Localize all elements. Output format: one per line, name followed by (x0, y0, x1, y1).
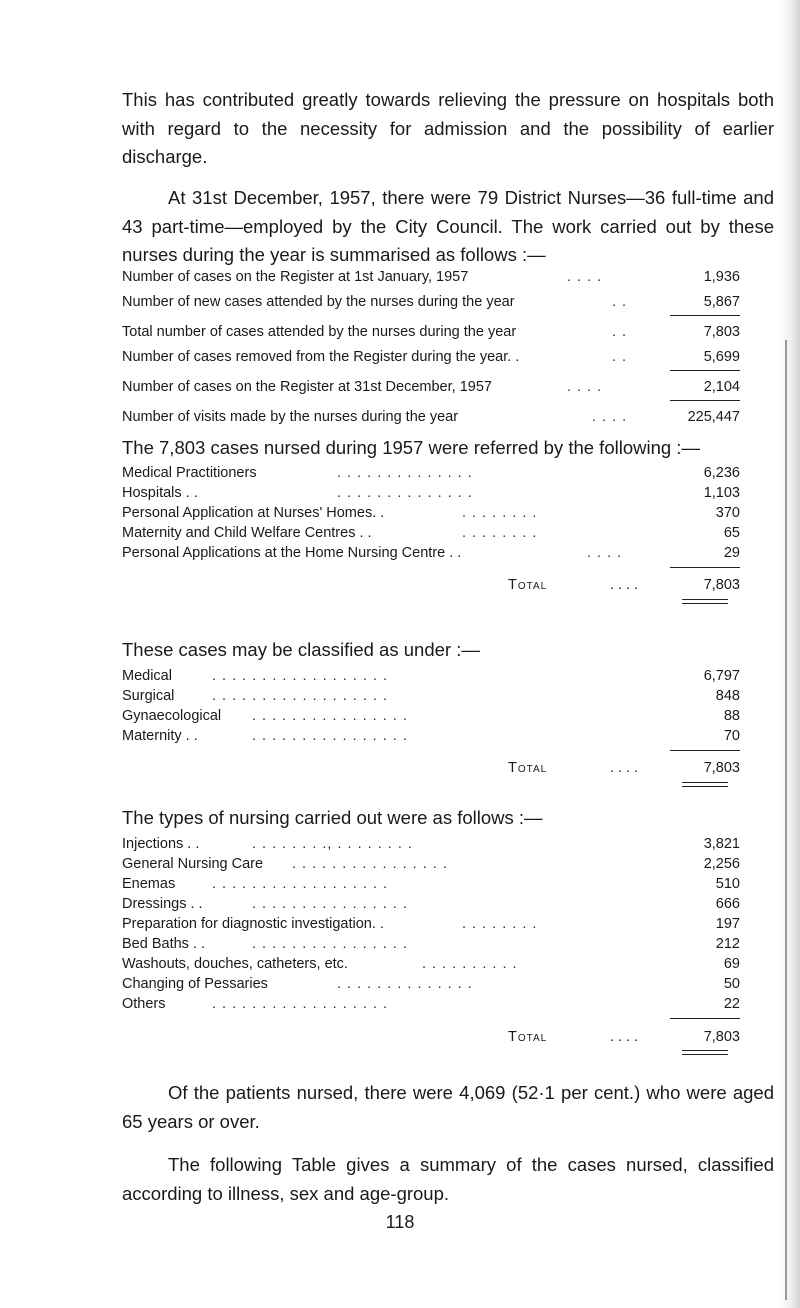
classification-heading: These cases may be classified as under :— (122, 639, 480, 660)
nursing-type-row: Injections . . . . . . . . . ., . . . . . . . . 3,821 (122, 836, 740, 852)
summary-row: Total number of cases attended by the nurses during the year . . 7,803 (122, 324, 740, 340)
referral-row: Personal Application at Nurses' Homes. . . . . . . . . . 370 (122, 505, 740, 521)
paragraph-district-nurses: At 31st December, 1957, there were 79 District Nurses—36 full-time and 43 part-time—employed by the City Council. The work carried out by these nurses during the year is summarised as follows :— (122, 187, 774, 266)
classification-row: Surgical . . . . . . . . . . . . . . . . . . 848 (122, 688, 740, 704)
total-value: 7,803 (703, 760, 740, 776)
paragraph-following-table: The following Table gives a summary of the cases nursed, classified according to illness, sex and age-group. (122, 1154, 774, 1204)
total-label: Total (508, 1029, 548, 1045)
subtotal-rule (670, 315, 740, 316)
summary-row: Number of cases removed from the Register during the year. . . . 5,699 (122, 349, 740, 365)
total-value: 7,803 (703, 1029, 740, 1045)
nursing-type-row: Washouts, douches, catheters, etc. . . . . . . . . . . 69 (122, 956, 740, 972)
summary-row: Number of cases on the Register at 1st January, 1957 . . . . 1,936 (122, 269, 740, 285)
page-edge-line (785, 340, 787, 1300)
total-double-rule (682, 782, 728, 787)
referral-row: Personal Applications at the Home Nursing Centre . . . . . . 29 (122, 545, 740, 561)
page-edge-shadow (778, 0, 800, 1308)
total-value: 7,803 (703, 577, 740, 593)
total-double-rule (682, 1050, 728, 1055)
paragraph-hospital-pressure: This has contributed greatly towards relieving the pressure on hospitals both with regard to the necessity for admission and the possibility of earlier discharge. (122, 89, 774, 168)
total-label: Total (508, 760, 548, 776)
subtotal-rule (670, 370, 740, 371)
classification-row: Maternity . . . . . . . . . . . . . . . . . . 70 (122, 728, 740, 744)
referral-row: Hospitals . . . . . . . . . . . . . . . . 1,103 (122, 485, 740, 501)
paragraph-aged-patients: Of the patients nursed, there were 4,069 (52·1 per cent.) who were aged 65 years or over. (122, 1082, 774, 1132)
nursing-type-row: Bed Baths . . . . . . . . . . . . . . . . . . 212 (122, 936, 740, 952)
nursing-type-row: General Nursing Care . . . . . . . . . . . . . . . . 2,256 (122, 856, 740, 872)
nursing-type-row: Enemas . . . . . . . . . . . . . . . . . . 510 (122, 876, 740, 892)
total-rule (670, 567, 740, 568)
nursing-type-row: Dressings . . . . . . . . . . . . . . . . . . 666 (122, 896, 740, 912)
referral-row: Maternity and Child Welfare Centres . . . . . . . . . . 65 (122, 525, 740, 541)
total-double-rule (682, 599, 728, 604)
nursing-type-row: Changing of Pessaries . . . . . . . . . . . . . . 50 (122, 976, 740, 992)
nursing-types-heading: The types of nursing carried out were as follows :— (122, 807, 543, 828)
summary-row: Number of cases on the Register at 31st December, 1957 . . . . 2,104 (122, 379, 740, 395)
classification-total-row: Total . . . . 7,803 (508, 760, 740, 776)
referral-row: Medical Practitioners . . . . . . . . . . . . . . 6,236 (122, 465, 740, 481)
nursing-types-total-row: Total . . . . 7,803 (508, 1029, 740, 1045)
total-rule (670, 750, 740, 751)
nursing-type-row: Others . . . . . . . . . . . . . . . . . . 22 (122, 996, 740, 1012)
nursing-type-row: Preparation for diagnostic investigation. . . . . . . . . . 197 (122, 916, 740, 932)
classification-row: Medical . . . . . . . . . . . . . . . . . . 6,797 (122, 668, 740, 684)
referrals-total-row: Total . . . . 7,803 (508, 577, 740, 593)
subtotal-rule (670, 400, 740, 401)
total-rule (670, 1018, 740, 1019)
page-number: 118 (385, 1212, 415, 1232)
classification-row: Gynaecological . . . . . . . . . . . . . . . . 88 (122, 708, 740, 724)
referrals-heading: The 7,803 cases nursed during 1957 were referred by the following :— (122, 437, 700, 458)
summary-row: Number of new cases attended by the nurses during the year . . 5,867 (122, 294, 740, 310)
total-label: Total (508, 577, 548, 593)
summary-row: Number of visits made by the nurses during the year . . . . 225,447 (122, 409, 740, 425)
